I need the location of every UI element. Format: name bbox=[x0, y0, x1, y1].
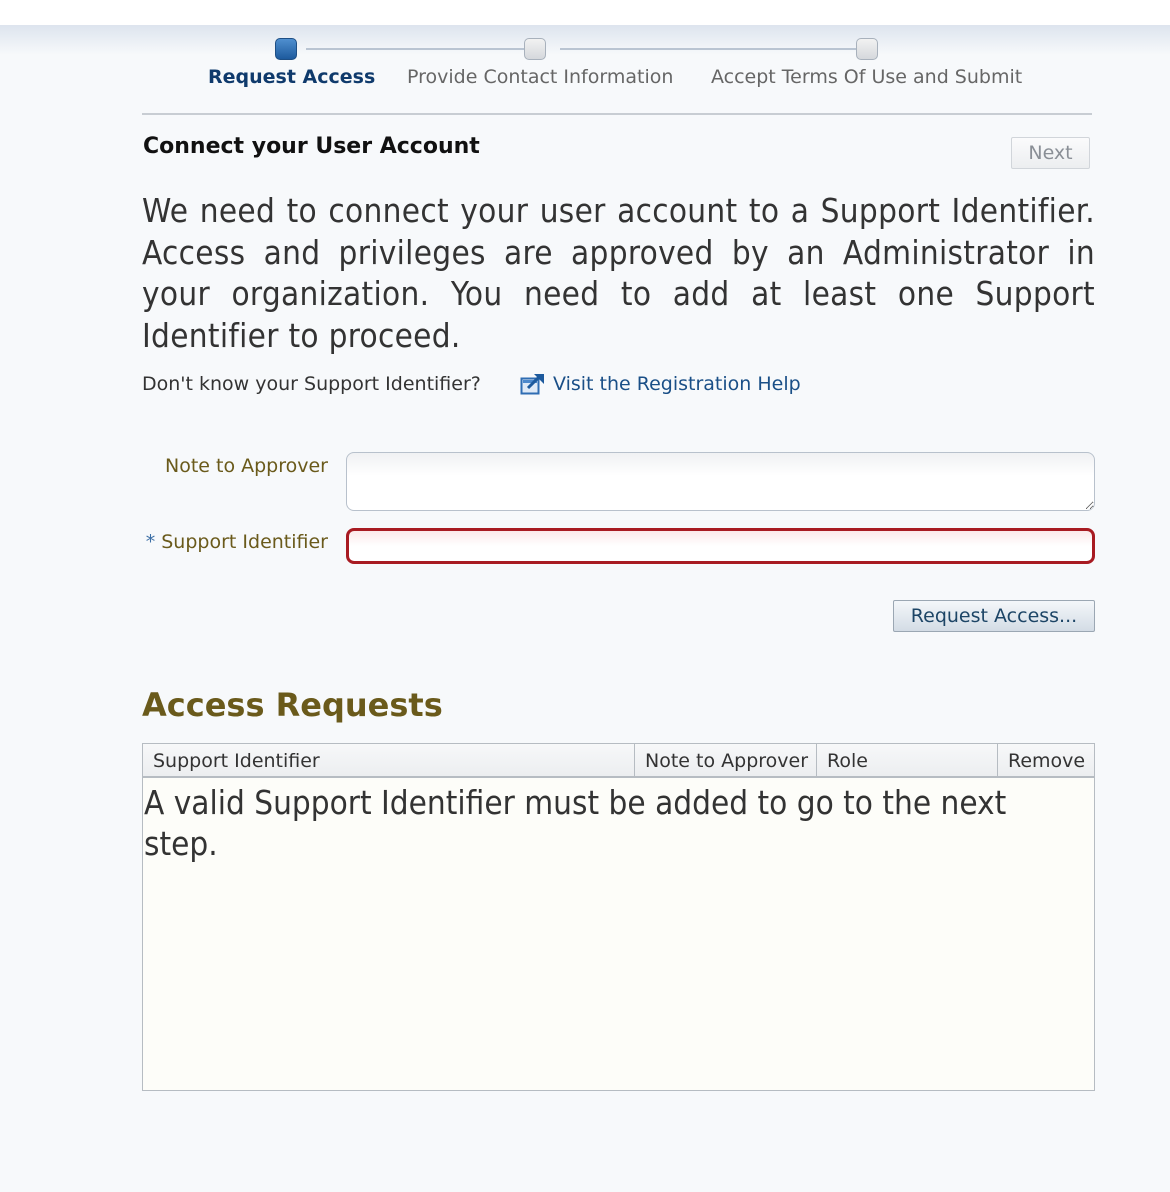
column-note-to-approver[interactable]: Note to Approver bbox=[635, 744, 817, 776]
divider bbox=[142, 113, 1092, 115]
request-access-button[interactable]: Request Access... bbox=[893, 600, 1095, 632]
note-to-approver-input[interactable] bbox=[346, 452, 1095, 511]
step-provide-contact-information[interactable]: Provide Contact Information bbox=[407, 66, 674, 88]
step-request-access[interactable]: Request Access bbox=[208, 66, 376, 88]
intro-text: We need to connect your user account to a Support Identifier. Access and privileges are approved by an Administrator in your organization. You need to add at least one Support Identifier to proceed. bbox=[142, 191, 1095, 355]
table-header bbox=[143, 744, 1094, 778]
registration-help-link[interactable] bbox=[520, 372, 801, 396]
step-1-marker[interactable] bbox=[275, 38, 297, 60]
column-remove[interactable]: Remove bbox=[1008, 750, 1086, 772]
external-link-icon bbox=[520, 372, 547, 396]
step-2-marker[interactable] bbox=[524, 38, 546, 60]
progress-train bbox=[0, 36, 1170, 96]
next-button[interactable]: Next bbox=[1011, 137, 1090, 169]
access-requests-title: Access Requests bbox=[142, 686, 443, 724]
support-identifier-input[interactable] bbox=[346, 528, 1095, 564]
train-connector bbox=[560, 48, 856, 50]
registration-help-label: Visit the Registration Help bbox=[553, 373, 801, 395]
required-marker: * bbox=[145, 531, 156, 553]
column-role[interactable]: Role bbox=[817, 744, 998, 776]
column-support-identifier[interactable]: Support Identifier bbox=[143, 744, 635, 776]
empty-table-message: A valid Support Identifier must be added to go to the next step. bbox=[144, 783, 1007, 863]
help-question: Don't know your Support Identifier? bbox=[142, 373, 481, 395]
section-title: Connect your User Account bbox=[143, 134, 480, 159]
step-accept-terms[interactable]: Accept Terms Of Use and Submit bbox=[711, 66, 1023, 88]
note-to-approver-label: Note to Approver bbox=[164, 455, 328, 477]
access-requests-table bbox=[142, 743, 1095, 1091]
support-identifier-label-text: Support Identifier bbox=[161, 531, 328, 553]
top-bar bbox=[0, 0, 1170, 25]
train-connector bbox=[306, 48, 524, 50]
support-identifier-label bbox=[138, 531, 328, 553]
step-3-marker[interactable] bbox=[856, 38, 878, 60]
